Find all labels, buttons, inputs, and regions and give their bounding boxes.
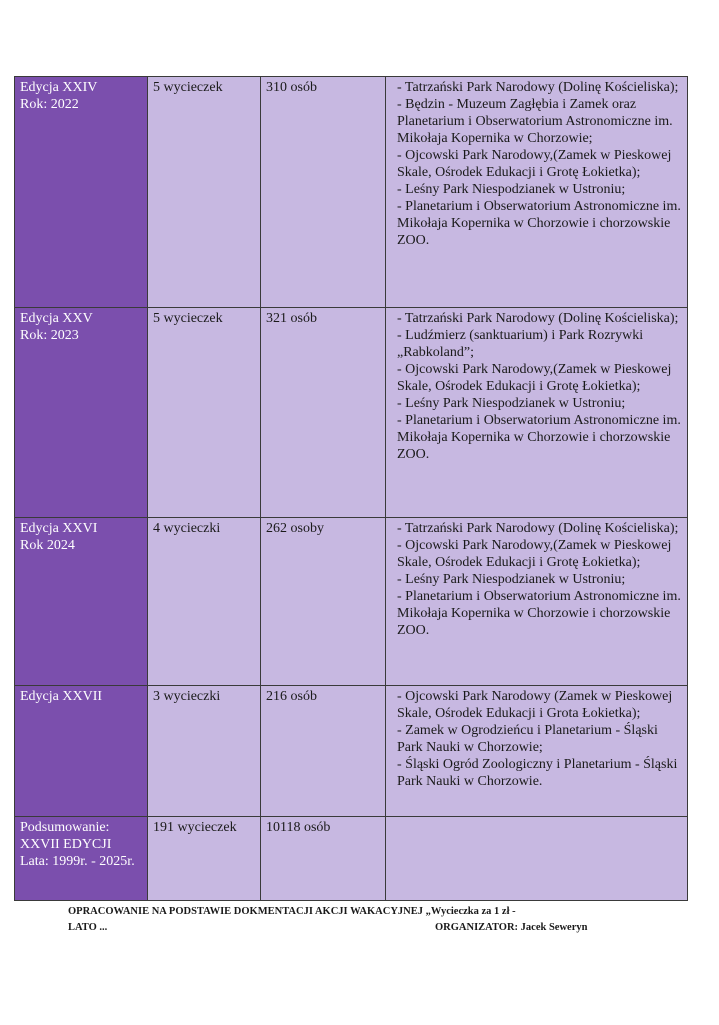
participants-count-cell: 10118 osób (261, 817, 386, 901)
trips-count-cell: 4 wycieczki (148, 518, 261, 686)
edition-year: Rok: 2022 (20, 97, 79, 112)
editions-table-body (15, 77, 688, 901)
edition-cell (15, 686, 148, 817)
destination-item: - Leśny Park Niespodzianek w Ustroniu; (397, 572, 626, 587)
destination-item: - Będzin - Muzeum Zagłębia i Zamek oraz Planetarium i Obserwatorium Astronomiczne im. Mikołaja Kopernika w Chorzowie; (397, 97, 673, 146)
destination-item: - Tatrzański Park Narodowy (Dolinę Kościeliska); (397, 521, 679, 536)
destinations-cell (386, 308, 688, 518)
edition-cell (15, 817, 148, 901)
table-row (15, 817, 688, 901)
footer-organizer: ORGANIZATOR: Jacek Seweryn (435, 922, 588, 933)
edition-label: Podsumowanie: XXVII EDYCJI Lata: 1999r. - 2025r. (20, 820, 135, 869)
participants-count-cell: 216 osób (261, 686, 386, 817)
destination-item: - Planetarium i Obserwatorium Astronomiczne im. Mikołaja Kopernika w Chorzowie i chorzowskie ZOO. (397, 413, 681, 462)
table-row (15, 308, 688, 518)
edition-cell (15, 77, 148, 308)
edition-label: Edycja XXVII (20, 689, 103, 704)
destination-item: - Ludźmierz (sanktuarium) i Park Rozrywki „Rabkoland”; (397, 328, 644, 360)
destination-item: - Śląski Ogród Zoologiczny i Planetarium - Śląski Park Nauki w Chorzowie. (397, 757, 678, 789)
edition-cell (15, 308, 148, 518)
edition-label: Edycja XXV (20, 311, 93, 326)
edition-label: Edycja XXVI (20, 521, 98, 536)
footer-source-note-continued: LATO ... (68, 922, 108, 933)
edition-year: Rok 2024 (20, 538, 75, 553)
participants-count-cell: 262 osoby (261, 518, 386, 686)
destinations-cell (386, 518, 688, 686)
trips-count-cell: 5 wycieczek (148, 77, 261, 308)
trips-count-cell: 3 wycieczki (148, 686, 261, 817)
destination-item: - Planetarium i Obserwatorium Astronomiczne im. Mikołaja Kopernika w Chorzowie i chorzowskie ZOO. (397, 199, 681, 248)
destinations-cell (386, 686, 688, 817)
trips-count-cell: 5 wycieczek (148, 308, 261, 518)
edition-year: Rok: 2023 (20, 328, 79, 343)
trips-count-cell: 191 wycieczek (148, 817, 261, 901)
destinations-cell (386, 817, 688, 901)
edition-label: Edycja XXIV (20, 80, 98, 95)
destinations-cell (386, 77, 688, 308)
destination-item: - Ojcowski Park Narodowy,(Zamek w Pieskowej Skale, Ośrodek Edukacji i Grotę Łokietka); (397, 362, 672, 394)
destination-item: - Leśny Park Niespodzianek w Ustroniu; (397, 182, 626, 197)
participants-count-cell: 321 osób (261, 308, 386, 518)
table-row (15, 686, 688, 817)
destination-item: - Tatrzański Park Narodowy (Dolinę Kościeliska); (397, 80, 679, 95)
table-row (15, 77, 688, 308)
editions-table (14, 76, 688, 901)
participants-count-cell: 310 osób (261, 77, 386, 308)
destination-item: - Planetarium i Obserwatorium Astronomiczne im. Mikołaja Kopernika w Chorzowie i chorzowskie ZOO. (397, 589, 681, 638)
edition-cell (15, 518, 148, 686)
destination-item: - Zamek w Ogrodzieńcu i Planetarium - Śląski Park Nauki w Chorzowie; (397, 723, 658, 755)
destination-item: - Ojcowski Park Narodowy,(Zamek w Pieskowej Skale, Ośrodek Edukacji i Grotę Łokietka); (397, 148, 672, 180)
destination-item: - Ojcowski Park Narodowy,(Zamek w Pieskowej Skale, Ośrodek Edukacji i Grotę Łokietka); (397, 538, 672, 570)
footer-source-note: OPRACOWANIE NA PODSTAWIE DOKMENTACJI AKCJI WAKACYJNEJ „Wycieczka za 1 zł - (68, 906, 516, 917)
table-row (15, 518, 688, 686)
destination-item: - Tatrzański Park Narodowy (Dolinę Kościeliska); (397, 311, 679, 326)
destination-item: - Ojcowski Park Narodowy (Zamek w Pieskowej Skale, Ośrodek Edukacji i Grota Łokietka); (397, 689, 673, 721)
destination-item: - Leśny Park Niespodzianek w Ustroniu; (397, 396, 626, 411)
